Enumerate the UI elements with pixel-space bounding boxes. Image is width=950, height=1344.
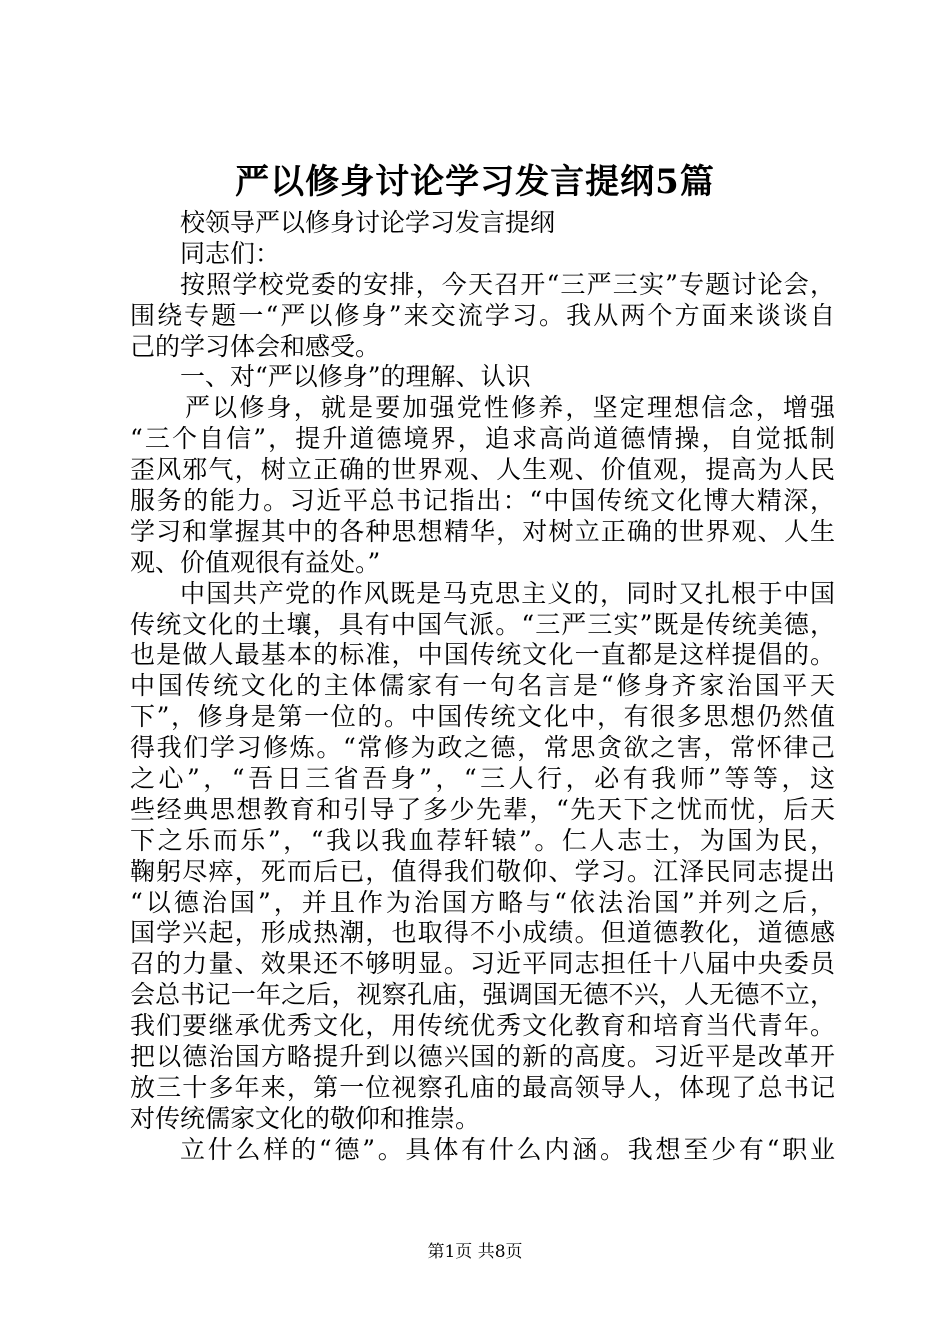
body-line: 同志们： xyxy=(180,238,281,268)
body-line: 把以德治国方略提升到以德兴国的新的高度。习近平是改革开 xyxy=(130,1042,835,1072)
body-line: 传统文化的土壤，具有中国气派。“三严三实”既是传统美德， xyxy=(130,609,835,639)
body-line: 国学兴起，形成热潮，也取得不小成绩。但道德教化，道德感 xyxy=(130,918,835,948)
body-line: 下”，修身是第一位的。中国传统文化中，有很多思想仍然值 xyxy=(130,702,835,732)
body-line: 服务的能力。习近平总书记指出：“中国传统文化博大精深， xyxy=(130,486,835,516)
body-line: 下之乐而乐”，“我以我血荐轩辕”。仁人志士，为国为民， xyxy=(130,825,835,855)
body-line: “三个自信”，提升道德境界，追求高尚道德情操，自觉抵制 xyxy=(130,424,835,454)
body-line: 放三十多年来，第一位视察孔庙的最高领导人，体现了总书记 xyxy=(130,1072,835,1102)
body-line: 会总书记一年之后，视察孔庙，强调国无德不兴，人无德不立， xyxy=(130,980,835,1010)
body-line: 观、价值观很有益处。” xyxy=(130,547,381,577)
body-line: 我们要继承优秀文化，用传统优秀文化教育和培育当代青年。 xyxy=(130,1011,835,1041)
body-line: 歪风邪气，树立正确的世界观、人生观、价值观，提高为人民 xyxy=(130,455,835,485)
body-line: 中国共产党的作风既是马克思主义的，同时又扎根于中国 xyxy=(180,578,835,608)
body-line: 按照学校党委的安排，今天召开“三严三实”专题讨论会， xyxy=(180,269,835,299)
body-line: 围绕专题一“严以修身”来交流学习。我从两个方面来谈谈自 xyxy=(130,300,835,330)
body-line: 鞠躬尽瘁，死而后已，值得我们敬仰、学习。江泽民同志提出 xyxy=(130,856,835,886)
body-line: 召的力量、效果还不够明显。习近平同志担任十八届中央委员 xyxy=(130,949,835,979)
body-line: 些经典思想教育和引导了多少先辈，“先天下之忧而忧，后天 xyxy=(130,794,835,824)
document-title: 严以修身讨论学习发言提纲5篇 xyxy=(235,162,715,202)
body-line: 之心”，“吾日三省吾身”，“三人行，必有我师”等等，这 xyxy=(130,764,835,794)
body-line: 中国传统文化的主体儒家有一句名言是“修身齐家治国平天 xyxy=(130,671,835,701)
page-footer: 第1页 共8页 xyxy=(427,1242,523,1262)
body-line: 严以修身，就是要加强党性修养，坚定理想信念，增强 xyxy=(185,393,835,423)
body-line: 校领导严以修身讨论学习发言提纲 xyxy=(180,208,556,237)
body-line: 一、对“严以修身”的理解、认识 xyxy=(180,362,531,392)
document-body xyxy=(130,208,835,1166)
body-line: “以德治国”，并且作为治国方略与“依法治国”并列之后， xyxy=(130,887,835,917)
body-line: 对传统儒家文化的敬仰和推崇。 xyxy=(130,1103,481,1133)
body-line: 也是做人最基本的标准，中国传统文化一直都是这样提倡的。 xyxy=(130,640,835,670)
body-line: 己的学习体会和感受。 xyxy=(130,331,381,361)
body-line: 立什么样的“德”。具体有什么内涵。我想至少有“职业 xyxy=(180,1134,835,1164)
body-line: 得我们学习修炼。“常修为政之德，常思贪欲之害，常怀律己 xyxy=(130,733,835,763)
body-line: 学习和掌握其中的各种思想精华，对树立正确的世界观、人生 xyxy=(130,516,835,546)
